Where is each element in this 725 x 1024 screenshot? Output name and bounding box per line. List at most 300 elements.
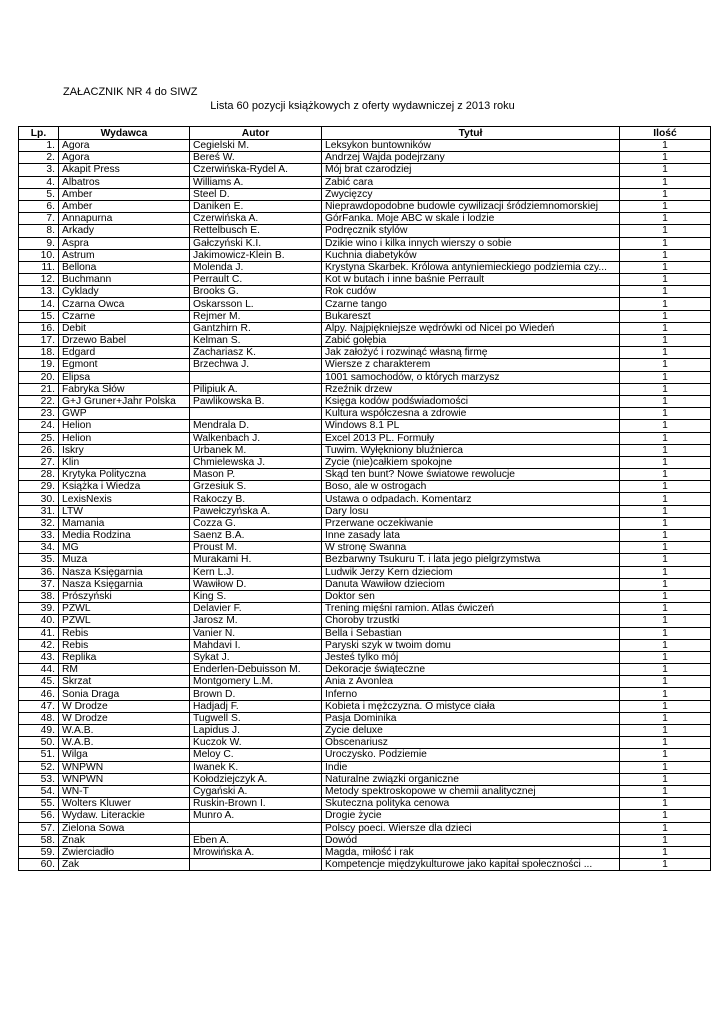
cell-publisher: Amber [59,200,190,212]
cell-publisher: Krytyka Polityczna [59,469,190,481]
cell-author: Lapidus J. [190,725,322,737]
cell-lp: 55. [19,798,59,810]
cell-author: Murakami H. [190,554,322,566]
cell-lp: 4. [19,176,59,188]
cell-author: Cozza G. [190,517,322,529]
cell-lp: 38. [19,590,59,602]
cell-publisher: MG [59,542,190,554]
table-row [19,822,711,834]
table-row [19,261,711,273]
cell-author: Iwanek K. [190,761,322,773]
cell-title: Życie deluxe [322,725,620,737]
cell-publisher: PZWL [59,603,190,615]
table-row [19,286,711,298]
cell-publisher: GWP [59,408,190,420]
cell-author: Daniken E. [190,200,322,212]
table-row [19,761,711,773]
cell-lp: 33. [19,530,59,542]
cell-quantity: 1 [620,261,711,273]
cell-quantity: 1 [620,749,711,761]
table-row [19,798,711,810]
cell-title: Excel 2013 PL. Formuły [322,432,620,444]
cell-publisher: Skrzat [59,676,190,688]
cell-title: Ustawa o odpadach. Komentarz [322,493,620,505]
table-row [19,712,711,724]
table-row [19,566,711,578]
cell-quantity: 1 [620,578,711,590]
cell-author: Kołodziejczyk A. [190,773,322,785]
cell-author: Czerwińska A. [190,213,322,225]
cell-quantity: 1 [620,505,711,517]
cell-lp: 58. [19,834,59,846]
cell-publisher: W.A.B. [59,737,190,749]
cell-author: Kelman S. [190,335,322,347]
cell-publisher: Buchmann [59,274,190,286]
cell-title: Zwycięzcy [322,188,620,200]
table-row [19,322,711,334]
cell-quantity: 1 [620,140,711,152]
cell-lp: 41. [19,627,59,639]
table-row [19,530,711,542]
cell-publisher: Znak [59,834,190,846]
cell-lp: 57. [19,822,59,834]
cell-quantity: 1 [620,200,711,212]
cell-title: Zabić gołębia [322,335,620,347]
cell-author: Walkenbach J. [190,432,322,444]
cell-lp: 31. [19,505,59,517]
table-row [19,615,711,627]
cell-publisher: Drzewo Babel [59,335,190,347]
cell-quantity: 1 [620,712,711,724]
cell-author: Zachariasz K. [190,347,322,359]
cell-lp: 22. [19,395,59,407]
table-row [19,298,711,310]
table-row [19,639,711,651]
cell-title: Mój brat czarodziej [322,164,620,176]
cell-lp: 8. [19,225,59,237]
cell-quantity: 1 [620,700,711,712]
cell-author: Cegielski M. [190,140,322,152]
cell-title: Bella i Sebastian [322,627,620,639]
cell-publisher: Edgard [59,347,190,359]
cell-title: Pasja Dominika [322,712,620,724]
cell-quantity: 1 [620,688,711,700]
cell-author: Rakoczy B. [190,493,322,505]
table-body [19,140,711,871]
cell-author: Pawełczyńska A. [190,505,322,517]
cell-lp: 29. [19,481,59,493]
cell-quantity: 1 [620,456,711,468]
cell-author: King S. [190,590,322,602]
table-row [19,164,711,176]
cell-author: Molenda J. [190,261,322,273]
table-row [19,785,711,797]
cell-publisher: RM [59,664,190,676]
table-row [19,347,711,359]
cell-title: Obscenariusz [322,737,620,749]
cell-quantity: 1 [620,664,711,676]
header-lp: Lp. [19,127,59,140]
cell-title: Dzikie wino i kilka innych wierszy o sobie [322,237,620,249]
cell-publisher: LTW [59,505,190,517]
cell-lp: 35. [19,554,59,566]
cell-title: GórFanka. Moje ABC w skale i lodzie [322,213,620,225]
table-row [19,603,711,615]
book-list-table [18,126,711,871]
table-row [19,725,711,737]
cell-lp: 2. [19,152,59,164]
cell-quantity: 1 [620,395,711,407]
cell-author: Rejmer M. [190,310,322,322]
cell-quantity: 1 [620,542,711,554]
table-row [19,237,711,249]
cell-publisher: Sonia Draga [59,688,190,700]
table-row [19,383,711,395]
cell-author: Pawlikowska B. [190,395,322,407]
cell-lp: 48. [19,712,59,724]
cell-publisher: Fabryka Słów [59,383,190,395]
cell-lp: 19. [19,359,59,371]
cell-title: Uroczysko. Podziemie [322,749,620,761]
table-row [19,152,711,164]
cell-quantity: 1 [620,554,711,566]
cell-publisher: Wilga [59,749,190,761]
cell-publisher: Książka i Wiedza [59,481,190,493]
table-row [19,773,711,785]
cell-publisher: Czarna Owca [59,298,190,310]
cell-publisher: Nasza Księgarnia [59,578,190,590]
cell-publisher: Cyklady [59,286,190,298]
table-row [19,627,711,639]
cell-lp: 43. [19,651,59,663]
table-row [19,395,711,407]
cell-quantity: 1 [620,590,711,602]
cell-publisher: Albatros [59,176,190,188]
table-row [19,834,711,846]
cell-author: Cygański A. [190,785,322,797]
cell-title: Jesteś tylko mój [322,651,620,663]
cell-publisher: PZWL [59,615,190,627]
cell-lp: 54. [19,785,59,797]
cell-publisher: LexisNexis [59,493,190,505]
table-row [19,408,711,420]
table-row [19,310,711,322]
cell-author: Brooks G. [190,286,322,298]
table-row [19,335,711,347]
cell-author: Jakimowicz-Klein B. [190,249,322,261]
cell-lp: 9. [19,237,59,249]
cell-lp: 17. [19,335,59,347]
cell-title: Przerwane oczekiwanie [322,517,620,529]
cell-author: Gałczyński K.I. [190,237,322,249]
cell-publisher: W.A.B. [59,725,190,737]
cell-author: Williams A. [190,176,322,188]
cell-title: Jak założyć i rozwinąć własną firmę [322,347,620,359]
cell-title: Życie (nie)całkiem spokojne [322,456,620,468]
cell-lp: 36. [19,566,59,578]
cell-quantity: 1 [620,798,711,810]
cell-quantity: 1 [620,615,711,627]
cell-author: Grzesiuk S. [190,481,322,493]
cell-quantity: 1 [620,322,711,334]
cell-publisher: Akapit Press [59,164,190,176]
cell-title: Dary losu [322,505,620,517]
cell-lp: 12. [19,274,59,286]
cell-title: Trening mięśni ramion. Atlas ćwiczeń [322,603,620,615]
cell-title: Zabić cara [322,176,620,188]
cell-lp: 50. [19,737,59,749]
cell-quantity: 1 [620,164,711,176]
cell-title: Kobieta i mężczyzna. O mistyce ciała [322,700,620,712]
cell-publisher: Czarne [59,310,190,322]
cell-author: Kern L.J. [190,566,322,578]
cell-author: Jarosz M. [190,615,322,627]
cell-lp: 24. [19,420,59,432]
cell-quantity: 1 [620,639,711,651]
cell-title: Paryski szyk w twoim domu [322,639,620,651]
cell-author: Hadjadj F. [190,700,322,712]
table-row [19,810,711,822]
cell-author: Munro A. [190,810,322,822]
cell-quantity: 1 [620,383,711,395]
cell-title: Doktor sen [322,590,620,602]
cell-lp: 45. [19,676,59,688]
cell-author: Brzechwa J. [190,359,322,371]
cell-publisher: Zwierciadło [59,846,190,858]
cell-title: Kultura współczesna a zdrowie [322,408,620,420]
cell-lp: 5. [19,188,59,200]
cell-publisher: Egmont [59,359,190,371]
cell-quantity: 1 [620,810,711,822]
cell-publisher: Żak [59,859,190,871]
cell-quantity: 1 [620,651,711,663]
cell-lp: 28. [19,469,59,481]
cell-author: Eben A. [190,834,322,846]
cell-title: Indie [322,761,620,773]
table-row [19,846,711,858]
cell-publisher: Zielona Sowa [59,822,190,834]
cell-title: Bezbarwny Tsukuru T. i lata jego pielgrzymstwa [322,554,620,566]
cell-quantity: 1 [620,846,711,858]
cell-publisher: Elipsa [59,371,190,383]
cell-lp: 21. [19,383,59,395]
table-row [19,188,711,200]
cell-title: Inne zasady lata [322,530,620,542]
cell-publisher: Arkady [59,225,190,237]
table-row [19,542,711,554]
table-row [19,469,711,481]
table-row [19,456,711,468]
cell-author: Tugwell S. [190,712,322,724]
cell-author [190,859,322,871]
cell-lp: 51. [19,749,59,761]
table-row [19,505,711,517]
cell-author: Gantzhirn R. [190,322,322,334]
table-row [19,517,711,529]
cell-publisher: Rebis [59,639,190,651]
cell-author: Proust M. [190,542,322,554]
header-publisher: Wydawca [59,127,190,140]
cell-lp: 26. [19,444,59,456]
cell-lp: 18. [19,347,59,359]
cell-title: Tuwim. Wyłękniony bluźnierca [322,444,620,456]
table-row [19,274,711,286]
cell-author: Chmielewska J. [190,456,322,468]
table-row [19,688,711,700]
cell-author: Bereś W. [190,152,322,164]
cell-lp: 39. [19,603,59,615]
cell-lp: 49. [19,725,59,737]
cell-publisher: Agora [59,152,190,164]
table-row [19,481,711,493]
cell-quantity: 1 [620,834,711,846]
cell-title: Windows 8.1 PL [322,420,620,432]
cell-author: Czerwińska-Rydel A. [190,164,322,176]
cell-lp: 20. [19,371,59,383]
cell-author: Meloy C. [190,749,322,761]
cell-quantity: 1 [620,371,711,383]
table-row [19,578,711,590]
cell-lp: 25. [19,432,59,444]
cell-title: Krystyna Skarbek. Królowa antyniemieckiego podziemia czy... [322,261,620,273]
cell-title: Skuteczna polityka cenowa [322,798,620,810]
table-row [19,176,711,188]
cell-author: Kuczok W. [190,737,322,749]
cell-title: Ania z Avonlea [322,676,620,688]
cell-lp: 47. [19,700,59,712]
cell-lp: 40. [19,615,59,627]
cell-author: Pilipiuk A. [190,383,322,395]
cell-title: Dowód [322,834,620,846]
cell-title: Boso, ale w ostrogach [322,481,620,493]
table-row [19,676,711,688]
cell-title: Wiersze z charakterem [322,359,620,371]
cell-publisher: Debit [59,322,190,334]
cell-author: Perrault C. [190,274,322,286]
cell-title: W stronę Swanna [322,542,620,554]
cell-publisher: Media Rodzina [59,530,190,542]
cell-publisher: Agora [59,140,190,152]
cell-quantity: 1 [620,530,711,542]
cell-lp: 30. [19,493,59,505]
cell-publisher: Amber [59,188,190,200]
cell-publisher: Bellona [59,261,190,273]
cell-lp: 11. [19,261,59,273]
table-header-row [19,127,711,140]
cell-lp: 1. [19,140,59,152]
cell-title: Kot w butach i inne baśnie Perrault [322,274,620,286]
cell-title: Podręcznik stylów [322,225,620,237]
cell-quantity: 1 [620,408,711,420]
cell-lp: 16. [19,322,59,334]
cell-author: Rettelbusch E. [190,225,322,237]
cell-author: Enderlen-Debuisson M. [190,664,322,676]
cell-lp: 34. [19,542,59,554]
cell-title: Polscy poeci. Wiersze dla dzieci [322,822,620,834]
cell-quantity: 1 [620,432,711,444]
cell-author: Steel D. [190,188,322,200]
cell-author: Mason P. [190,469,322,481]
cell-quantity: 1 [620,469,711,481]
cell-title: Leksykon buntowników [322,140,620,152]
table-row [19,249,711,261]
cell-author: Delavier F. [190,603,322,615]
cell-title: Księga kodów podświadomości [322,395,620,407]
cell-title: Czarne tango [322,298,620,310]
cell-publisher: Helion [59,420,190,432]
table-row [19,749,711,761]
cell-author: Brown D. [190,688,322,700]
cell-author [190,822,322,834]
cell-quantity: 1 [620,347,711,359]
cell-publisher: Prószyński [59,590,190,602]
cell-author: Mahdavi I. [190,639,322,651]
cell-title: Skąd ten bunt? Nowe światowe rewolucje [322,469,620,481]
table-row [19,213,711,225]
table-row [19,444,711,456]
cell-lp: 23. [19,408,59,420]
cell-quantity: 1 [620,335,711,347]
cell-author: Sykat J. [190,651,322,663]
cell-publisher: Iskry [59,444,190,456]
cell-author: Mendrala D. [190,420,322,432]
cell-lp: 42. [19,639,59,651]
cell-quantity: 1 [620,237,711,249]
cell-author [190,408,322,420]
cell-quantity: 1 [620,676,711,688]
cell-quantity: 1 [620,225,711,237]
cell-publisher: WNPWN [59,773,190,785]
cell-author: Wawiłow D. [190,578,322,590]
cell-publisher: Aspra [59,237,190,249]
cell-quantity: 1 [620,274,711,286]
cell-quantity: 1 [620,725,711,737]
cell-title: Nieprawdopodobne budowle cywilizacji śródziemnomorskiej [322,200,620,212]
cell-lp: 59. [19,846,59,858]
cell-publisher: Wolters Kluwer [59,798,190,810]
cell-quantity: 1 [620,249,711,261]
table-row [19,651,711,663]
cell-quantity: 1 [620,785,711,797]
table-row [19,737,711,749]
cell-author: Vanier N. [190,627,322,639]
cell-publisher: Rebis [59,627,190,639]
table-row [19,700,711,712]
cell-quantity: 1 [620,566,711,578]
cell-author: Montgomery L.M. [190,676,322,688]
cell-quantity: 1 [620,493,711,505]
cell-author [190,371,322,383]
cell-lp: 32. [19,517,59,529]
cell-publisher: Wydaw. Literackie [59,810,190,822]
header-title: Tytuł [322,127,620,140]
cell-publisher: Klin [59,456,190,468]
header-author: Autor [190,127,322,140]
cell-publisher: G+J Gruner+Jahr Polska [59,395,190,407]
attachment-heading: ZAŁACZNIK NR 4 do SIWZ [63,86,198,98]
cell-publisher: Muza [59,554,190,566]
cell-quantity: 1 [620,420,711,432]
cell-publisher: Nasza Księgarnia [59,566,190,578]
cell-quantity: 1 [620,859,711,871]
cell-publisher: WN-T [59,785,190,797]
table-row [19,493,711,505]
cell-quantity: 1 [620,773,711,785]
cell-author: Oskarsson L. [190,298,322,310]
cell-lp: 60. [19,859,59,871]
cell-quantity: 1 [620,517,711,529]
cell-lp: 53. [19,773,59,785]
